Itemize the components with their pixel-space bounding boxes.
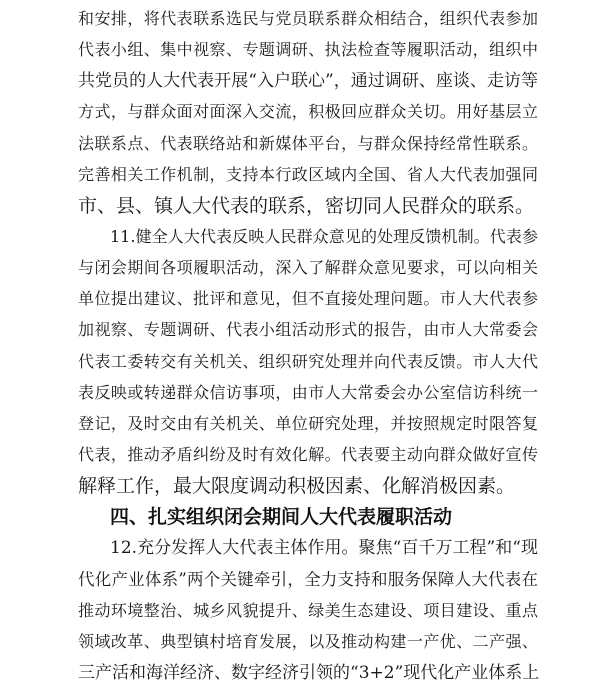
paragraph-line: 推动环境整治、城乡风貌提升、绿美生态建设、项目建设、重点 — [78, 600, 538, 620]
paragraph-line: 单位提出建议、批评和意见，但不直接处理问题。市人大代表参 — [78, 289, 538, 309]
paragraph-line: 方式，与群众面对面深入交流，积极回应群众关切。用好基层立 — [78, 102, 538, 122]
paragraph-line: 完善相关工作机制，支持本行政区域内全国、省人大代表加强同 — [78, 164, 538, 184]
paragraph-line: 三产活和海洋经济、数字经济引领的“3+2”现代化产业体系上 — [78, 663, 540, 683]
paragraph-line: 与闭会期间各项履职活动，深入了解群众意见要求，可以向相关 — [78, 258, 538, 278]
paragraph-line: 12.充分发挥人大代表主体作用。聚焦“百千万工程”和“现 — [110, 538, 538, 559]
paragraph-line: 和安排，将代表联系选民与党员联系群众相结合，组织代表参加 — [78, 9, 538, 28]
paragraph-line: 代表小组、集中视察、专题调研、执法检查等履职活动，组织中 — [78, 40, 538, 60]
paragraph-line: 代表工委转交有关机关、组织研究处理并向代表反馈。市人大代 — [78, 351, 538, 371]
paragraph-line: 11.健全人大代表反映人民群众意见的处理反馈机制。代表参 — [110, 227, 538, 246]
paragraph-line: 代化产业体系”两个关键牵引，全力支持和服务保障人大代表在 — [78, 569, 538, 589]
section-heading: 四、扎实组织闭会期间人大代表履职活动 — [110, 506, 453, 529]
paragraph-line: 代表，推动矛盾纠纷及时有效化解。代表要主动向群众做好宣传 — [78, 445, 538, 464]
paragraph-line: 共党员的人大代表开展“入户联心”，通过调研、座谈、走访等 — [78, 71, 538, 92]
paragraph-line: 表反映或转递群众信访事项，由市人大常委会办公室信访科统一 — [78, 382, 538, 402]
paragraph-line: 市、县、镇人大代表的联系，密切同人民群众的联系。 — [78, 194, 535, 217]
paragraph-line: 加视察、专题调研、代表小组活动形式的报告，由市人大常委会 — [78, 320, 538, 340]
paragraph-line: 领域改革、典型镇村培育发展，以及推动构建一产优、二产强、 — [78, 631, 538, 651]
paragraph-line: 登记，及时交由有关机关、单位研究处理，并按照规定时限答复 — [78, 413, 538, 433]
paragraph-line: 解释工作，最大限度调动积极因素、化解消极因素。 — [78, 475, 516, 498]
paragraph-line: 法联系点、代表联络站和新媒体平台，与群众保持经常性联系。 — [78, 133, 538, 153]
